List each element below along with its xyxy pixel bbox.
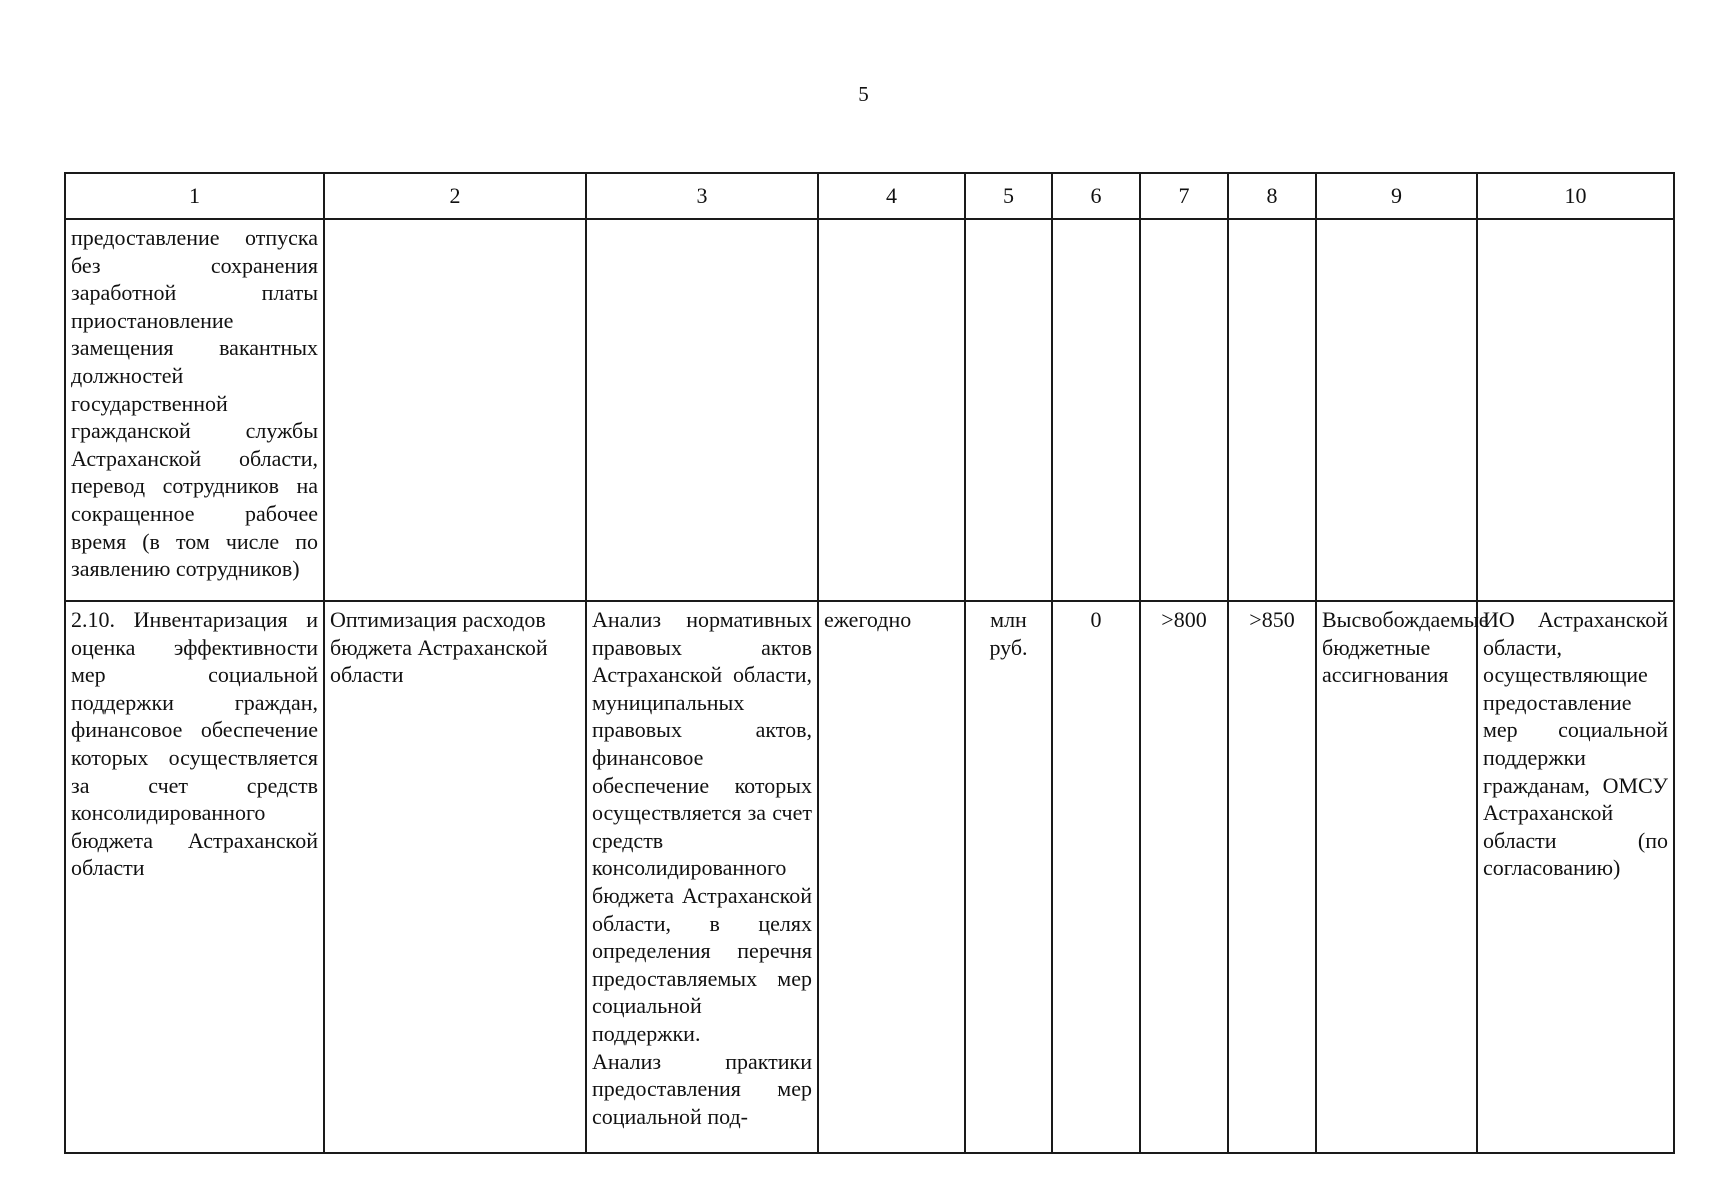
column-header-6: 6 — [1052, 173, 1140, 219]
row2-content-paragraph-1: Анализ нормативных правовых актов Астраханской области, муниципальных правовых актов, финансовое обеспечение которых осуществляется за счет средств консолидированного бюджета Астраханской области, в целях определения перечня предоставляемых мер социальной поддержки. — [592, 607, 812, 1046]
row1-empty-cell — [818, 219, 965, 601]
row1-empty-cell — [324, 219, 586, 601]
column-header-4: 4 — [818, 173, 965, 219]
row1-empty-cell — [1477, 219, 1674, 601]
column-header-10: 10 — [1477, 173, 1674, 219]
row1-measure-cell: предоставление отпуска без сохранения заработной платы приостановление замещения вакантных должностей государственной гражданской службы Астраханской области, перевод сотрудников на сокращенное рабочее время (в том числе по заявлению сотрудников) — [65, 219, 324, 601]
row1-empty-cell — [1228, 219, 1316, 601]
row2-unit-cell: млн руб. — [965, 601, 1052, 1153]
row2-result-cell: Высвобождаемые бюджетные ассигнования — [1316, 601, 1477, 1153]
column-header-9: 9 — [1316, 173, 1477, 219]
page-number: 5 — [858, 82, 869, 106]
column-header-1: 1 — [65, 173, 324, 219]
column-header-3: 3 — [586, 173, 818, 219]
row2-content-cell — [586, 601, 818, 1153]
column-header-5: 5 — [965, 173, 1052, 219]
row2-content-paragraph-2: Анализ практики предоставления мер социальной под- — [592, 1048, 812, 1129]
column-header-7: 7 — [1140, 173, 1228, 219]
column-header-2: 2 — [324, 173, 586, 219]
table-header-row — [65, 173, 1674, 219]
row1-empty-cell — [1140, 219, 1228, 601]
row1-empty-cell — [965, 219, 1052, 601]
row1-empty-cell — [586, 219, 818, 601]
measures-table — [64, 172, 1675, 1154]
row2-value-col8-cell: >850 — [1228, 601, 1316, 1153]
row1-empty-cell — [1052, 219, 1140, 601]
column-header-8: 8 — [1228, 173, 1316, 219]
row2-period-cell: ежегодно — [818, 601, 965, 1153]
table-row — [65, 601, 1674, 1153]
table-row — [65, 219, 1674, 601]
row2-value-col6-cell: 0 — [1052, 601, 1140, 1153]
row2-responsible-cell: ИО Астраханской области, осуществляющие предоставление мер социальной поддержки гражданам, ОМСУ Астраханской области (по согласованию) — [1477, 601, 1674, 1153]
row2-value-col7-cell: >800 — [1140, 601, 1228, 1153]
row1-empty-cell — [1316, 219, 1477, 601]
row2-measure-cell: 2.10. Инвентаризация и оценка эффективности мер социальной поддержки граждан, финансовое обеспечение которых осуществляется за счет средств консолидированного бюджета Астраханской области — [65, 601, 324, 1153]
row2-goal-cell: Оптимизация расходов бюджета Астраханской области — [324, 601, 586, 1153]
